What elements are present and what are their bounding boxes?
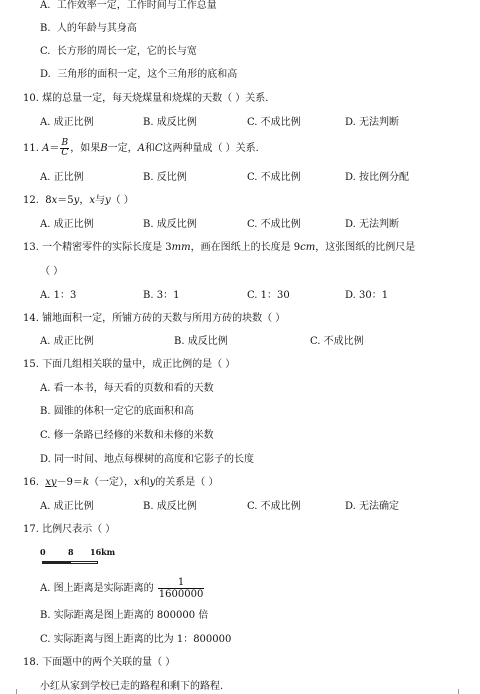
scale-segment-white <box>70 561 98 564</box>
q11-option-b: B. 反比例 <box>143 172 187 183</box>
q15-stem: 15. 下面几组相关联的量中，成正比例的是（ ） <box>23 359 236 370</box>
option-c: C. 长方形的周长一定，它的长与宽 <box>40 46 197 57</box>
q10-option-a: A. 成正比例 <box>40 117 94 128</box>
q12-option-d: D. 无法判断 <box>345 219 400 230</box>
q10-stem: 10. 煤的总量一定，每天烧煤量和烧煤的天数（ ）关系． <box>23 93 276 104</box>
q17-stem: 17. 比例尺表示（ ） <box>23 524 116 535</box>
q13-stem: 13. 一个精密零件的实际长度是 3mm，画在图纸上的长度是 9cm，这张图纸的比例尺是 <box>23 242 416 253</box>
option-d: D. 三角形的面积一定，这个三角形的底和高 <box>40 69 238 80</box>
q17-fraction: $\frac{1}{1600000}$ <box>158 577 204 600</box>
scale-label-16km: 16km <box>90 547 116 557</box>
q15-option-d: D. 同一时间、地点每棵树的高度和它影子的长度 <box>40 454 255 465</box>
q16-option-b: B. 成反比例 <box>143 501 197 512</box>
q10-option-b: B. 成反比例 <box>143 117 197 128</box>
q15-option-b: B. 圆锥的体积一定它的底面积和高 <box>40 406 194 417</box>
q12-option-a: A. 成正比例 <box>40 219 94 230</box>
option-b: B. 人的年龄与其身高 <box>40 23 137 34</box>
q12-option-b: B. 成反比例 <box>143 219 197 230</box>
q11-option-c: C. 不成比例 <box>247 172 301 183</box>
q18-sub: 小红从家到学校已走的路程和剩下的路程. <box>40 681 224 692</box>
q11-stem: 11. A＝ $\frac{B}{C}$ ，如果B一定，A和C这两种量成（ ）关系． <box>23 138 266 158</box>
q16-option-c: C. 不成比例 <box>247 501 301 512</box>
q15-option-a: A. 看一本书，每天看的页数和看的天数 <box>40 383 214 394</box>
q14-option-b: B. 成反比例 <box>174 336 228 347</box>
option-a: A. 工作效率一定，工作时间与工作总量 <box>40 0 217 11</box>
q16-option-a: A. 成正比例 <box>40 501 94 512</box>
corner-mark-left <box>16 689 17 694</box>
scale-label-0: 0 <box>40 547 46 557</box>
q16-stem: 16. xy－9＝k（一定），x和y的关系是（ ） <box>23 477 219 488</box>
q17-option-c: C. 实际距离与图上距离的比为 1：800000 <box>40 634 232 645</box>
q14-option-c: C. 不成比例 <box>310 336 364 347</box>
q10-option-d: D. 无法判断 <box>345 117 400 128</box>
q13-blank: （ ） <box>40 266 64 277</box>
q18-stem: 18. 下面题中的两个关联的量（ ） <box>23 657 176 668</box>
q13-option-c: C. 1：30 <box>247 290 290 301</box>
q16-option-d: D. 无法确定 <box>345 501 400 512</box>
q13-option-b: B. 3：1 <box>143 290 180 301</box>
scale-label-8: 8 <box>68 547 74 557</box>
scale-segment-black <box>42 561 70 564</box>
q11-fraction: $\frac{B}{C}$ <box>61 138 69 158</box>
corner-mark-right <box>458 689 459 694</box>
q11-option-a: A. 正比例 <box>40 172 84 183</box>
q11-option-d: D. 按比例分配 <box>345 172 410 183</box>
q13-option-d: D. 30：1 <box>345 290 389 301</box>
q17-option-a: A. 图上距离是实际距离的 $\frac{1}{1600000}$ <box>40 577 204 600</box>
q14-stem: 14. 铺地面积一定，所铺方砖的天数与所用方砖的块数（ ） <box>23 313 286 324</box>
q12-option-c: C. 不成比例 <box>247 219 301 230</box>
q10-option-c: C. 不成比例 <box>247 117 301 128</box>
q15-option-c: C. 修一条路已经修的米数和未修的米数 <box>40 430 214 441</box>
q13-option-a: A. 1：3 <box>40 290 77 301</box>
q17-option-b: B. 实际距离是图上距离的 800000 倍 <box>40 610 209 621</box>
q12-stem: 12. 8x＝5y，x与y（ ） <box>23 195 134 206</box>
q14-option-a: A. 成正比例 <box>40 336 94 347</box>
scale-bar <box>40 548 120 564</box>
